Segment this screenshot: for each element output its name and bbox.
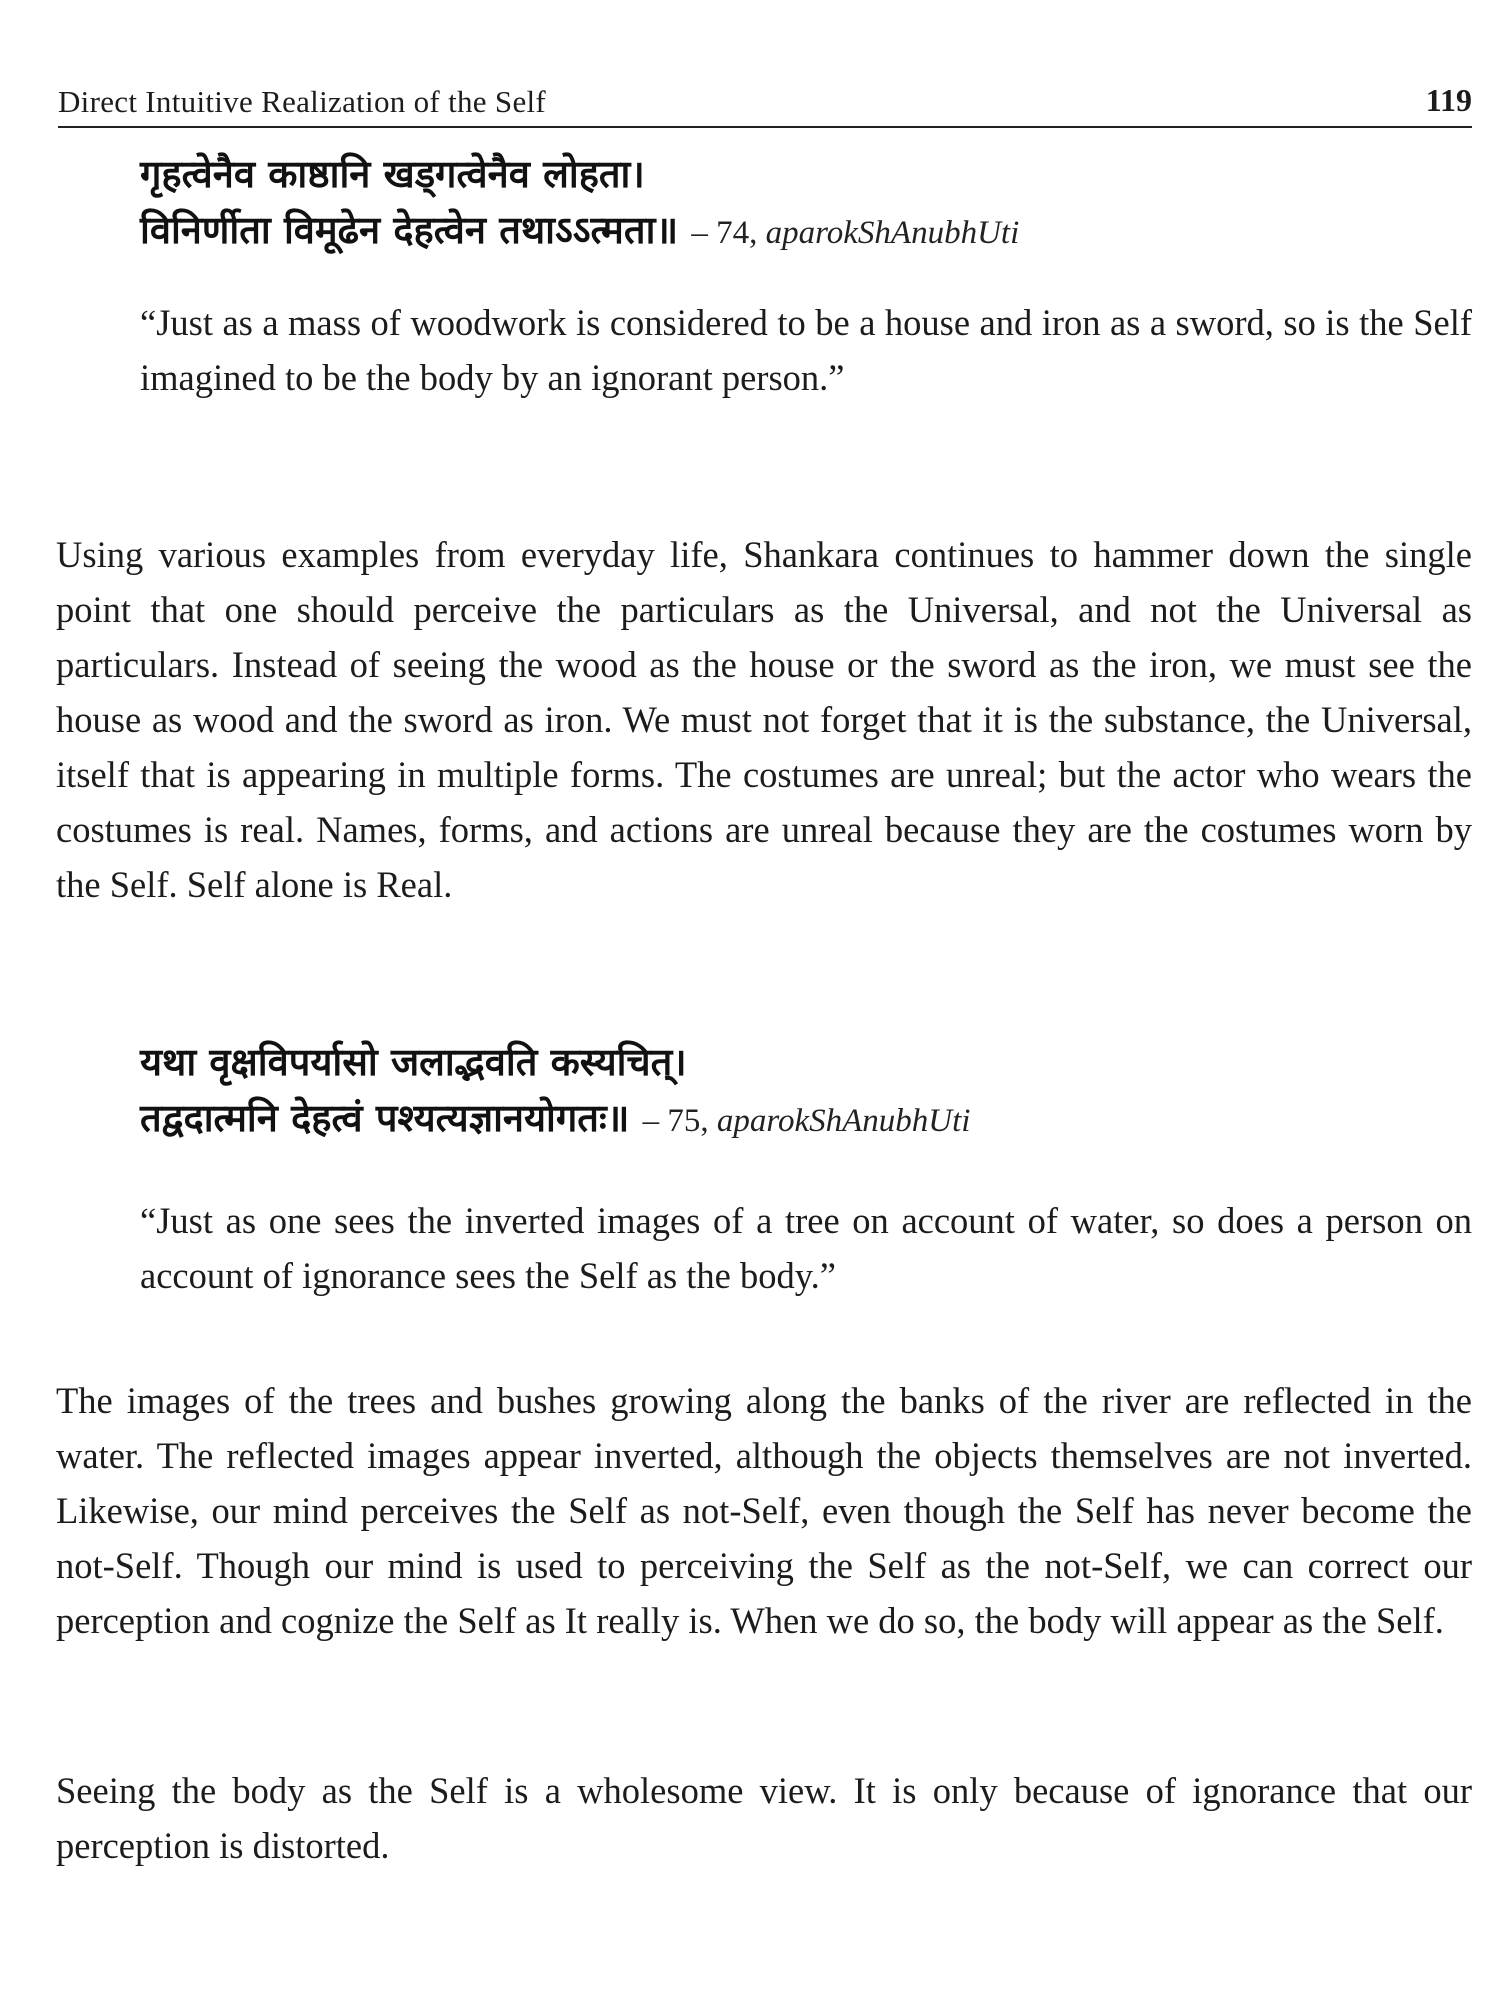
verse-line: गृहत्वेनैव काष्ठानि खड्गत्वेनैव लोहता। xyxy=(140,152,645,196)
verse-line-text: विनिर्णीता विमूढेन देहत्वेन तथाऽऽत्मता॥ xyxy=(140,208,679,252)
verse-line xyxy=(140,1090,1470,1149)
chapter-title: Direct Intuitive Realization of the Self xyxy=(58,84,547,119)
verse-number: – 75, xyxy=(642,1103,709,1139)
verse-number: – 74, xyxy=(691,215,758,251)
body-paragraph: The images of the trees and bushes growing along the banks of the river are reflected in the water. The reflected images appear inverted, although the objects themselves are not inverted. Likewise, our mind perceives the Self as not-Self, even though the Self has never become the not-Self. Though our mind is used to perceiving the Self as the not-Self, we can correct our perception and cognize the Self as It really is. When we do so, the body will appear as the Self. xyxy=(56,1380,1472,1641)
verse-line xyxy=(140,202,1470,261)
source-work: aparokShAnubhUti xyxy=(765,215,1020,251)
body-paragraph: Using various examples from everyday life, Shankara continues to hammer down the single point that one should perceive the particulars as the Universal, and not the Universal as particulars. Instead of seeing the wood as the house or the sword as the iron, we must see the house as wood and the sword as iron. We must not forget that it is the substance, the Universal, itself that is appearing in multiple forms. The costumes are unreal; but the actor who wears the costumes is real. Names, forms, and actions are unreal because they are the costumes worn by the Self. Self alone is Real. xyxy=(56,534,1472,905)
body-paragraph: Seeing the body as the Self is a wholesome view. It is only because of ignorance that our perception is distorted. xyxy=(56,1770,1472,1866)
verse-reference xyxy=(643,1103,971,1139)
verse-line: यथा वृक्षविपर्यासो जलाद्भवति कस्यचित्। xyxy=(140,1040,687,1084)
source-work: aparokShAnubhUti xyxy=(716,1103,971,1139)
sanskrit-verse-74 xyxy=(140,146,1470,261)
verse-line-text: तद्वदात्मनि देहत्वं पश्यत्यज्ञानयोगतः॥ xyxy=(140,1096,630,1140)
page-number: 119 xyxy=(1425,82,1472,118)
verse-translation-74: “Just as a mass of woodwork is considered to be a house and iron as a sword, so is the Self imagined to be the body by an ignorant person.” xyxy=(140,302,1472,398)
verse-reference xyxy=(691,215,1019,251)
verse-translation-75: “Just as one sees the inverted images of a tree on account of water, so does a person on account of ignorance sees the Self as the body.” xyxy=(140,1200,1472,1296)
running-header xyxy=(58,80,1472,128)
sanskrit-verse-75 xyxy=(140,1034,1470,1149)
